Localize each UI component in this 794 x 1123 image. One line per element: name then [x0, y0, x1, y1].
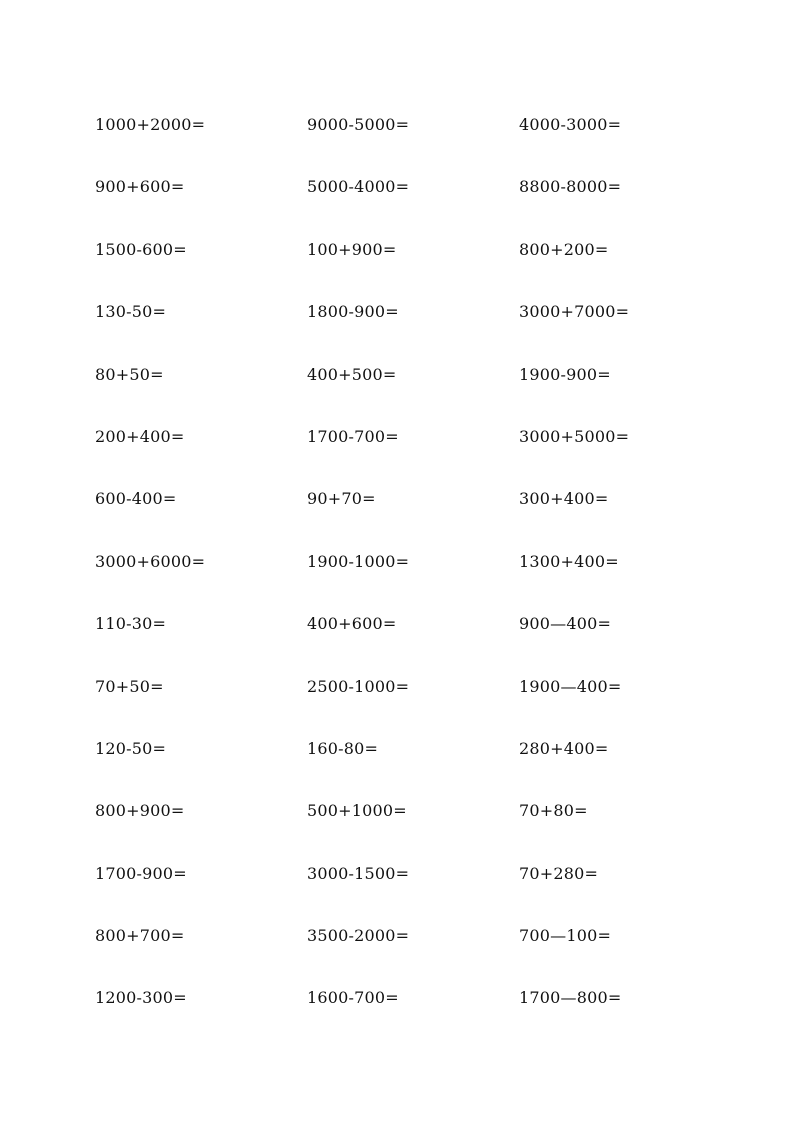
math-problem: 1900—400= — [519, 676, 622, 696]
math-problem: 1700-900= — [95, 863, 187, 883]
math-problem: 280+400= — [519, 738, 609, 758]
problem-grid — [95, 114, 715, 1050]
math-problem: 200+400= — [95, 426, 185, 446]
math-problem: 70+80= — [519, 801, 588, 821]
math-problem: 1700—800= — [519, 988, 622, 1008]
math-problem: 3000+6000= — [95, 551, 206, 571]
math-problem: 70+50= — [95, 676, 164, 696]
math-problem: 600-400= — [95, 489, 177, 509]
math-problem: 1600-700= — [307, 988, 399, 1008]
math-problem: 1900-1000= — [307, 551, 410, 571]
math-problem: 4000-3000= — [519, 115, 622, 134]
math-problem: 130-50= — [95, 302, 167, 322]
math-problem: 5000-4000= — [307, 177, 410, 197]
math-problem: 1700-700= — [307, 426, 399, 446]
math-problem: 400+500= — [307, 364, 397, 384]
math-problem: 1800-900= — [307, 302, 399, 322]
math-problem: 800+700= — [95, 926, 185, 946]
math-problem: 800+200= — [519, 239, 609, 259]
math-problem: 160-80= — [307, 738, 379, 758]
math-problem: 110-30= — [95, 614, 167, 634]
math-problem: 9000-5000= — [307, 115, 410, 134]
math-problem: 3000+7000= — [519, 302, 630, 322]
math-problem: 1300+400= — [519, 551, 619, 571]
math-problem: 500+1000= — [307, 801, 407, 821]
math-problem: 400+600= — [307, 614, 397, 634]
math-problem: 80+50= — [95, 364, 164, 384]
math-problem: 70+280= — [519, 863, 599, 883]
math-problem: 8800-8000= — [519, 177, 622, 197]
math-problem: 1500-600= — [95, 239, 187, 259]
math-problem: 2500-1000= — [307, 676, 410, 696]
math-problem: 800+900= — [95, 801, 185, 821]
math-problem: 300+400= — [519, 489, 609, 509]
math-problem: 1900-900= — [519, 364, 611, 384]
math-problem: 3500-2000= — [307, 926, 410, 946]
math-problem: 100+900= — [307, 239, 397, 259]
math-problem: 900+600= — [95, 177, 185, 197]
math-problem: 90+70= — [307, 489, 376, 509]
math-problem: 900—400= — [519, 614, 612, 634]
math-problem: 3000+5000= — [519, 426, 630, 446]
math-problem: 700—100= — [519, 926, 612, 946]
math-problem: 3000-1500= — [307, 863, 410, 883]
math-problem: 1200-300= — [95, 988, 187, 1008]
math-problem: 1000+2000= — [95, 115, 206, 134]
math-problem: 120-50= — [95, 738, 167, 758]
